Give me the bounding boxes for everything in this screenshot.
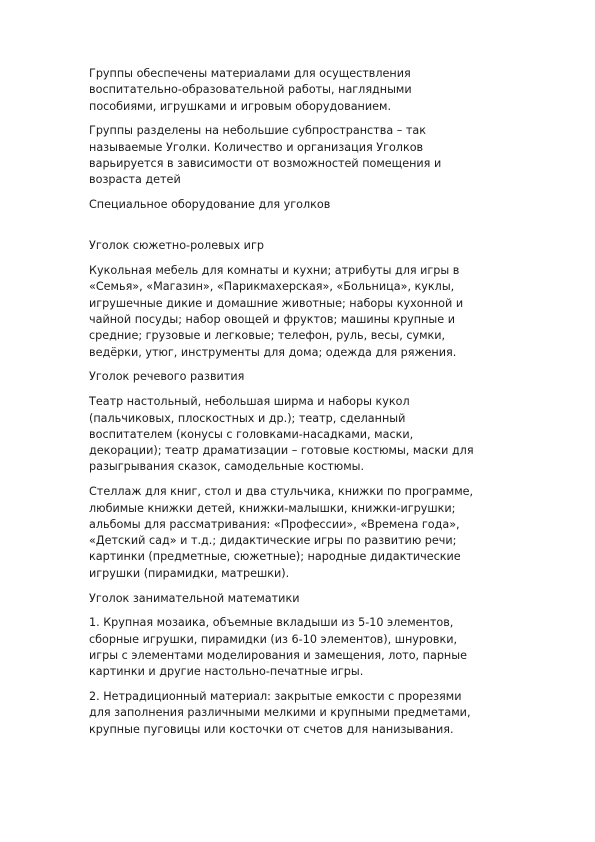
text-line: варьируется в зависимости от возможностей помещения и [89,156,442,170]
text-line: средние; грузовые и легковые; телефон, руль, весы, сумки, [89,329,446,343]
text-line: Уголок сюжетно-ролевых игр [89,239,264,253]
text-line: Кукольная мебель для комнаты и кухни; атрибуты для игры в [89,264,460,278]
heading-role-play-corner [89,238,509,254]
text-line: альбомы для рассматривания: «Профессии», «Времена года», [89,517,460,531]
text-line: воспитательно-образовательной работы, наглядными [89,83,412,97]
text-line: Специальное оборудование для уголков [89,198,331,212]
heading-speech-corner [89,369,509,385]
text-line: Стеллаж для книг, стол и два стульчика, книжки по программе, [89,485,474,499]
text-line: Группы разделены на небольшие субпространства – так [89,124,427,138]
text-line: называемые Уголки. Количество и организация Уголков [89,140,424,154]
text-line: 2. Нетрадиционный материал: закрытые емкости с прорезями [89,690,462,703]
heading-math-corner [89,591,509,607]
text-line: воспитателем (конусы с головками-насадками, маски, [89,427,414,441]
paragraph-math-items-1 [89,615,509,680]
text-line: игрушечные дикие и домашние животные; наборы кухонной и [89,296,464,310]
paragraph-groups-divided [89,123,509,188]
text-line: чайной посуды; набор овощей и фруктов; машины крупные и [89,313,455,327]
text-line: картинки (предметные, сюжетные); народные дидактические [89,550,461,564]
text-line: «Семья», «Магазин», «Парикмахерская», «Больница», куклы, [89,280,455,294]
text-line: возраста детей [89,173,181,187]
text-line: «Детский сад» и т.д.; дидактические игры по развитию речи; [89,534,457,548]
document-body [89,66,509,746]
text-line: для заполнения различными мелкими и крупными предметами, [89,706,471,720]
text-line: крупные пуговицы или косточки от счетов для нанизывания. [89,722,454,736]
text-line: Уголок речевого развития [89,370,245,384]
text-line: декорации); театр драматизации – готовые костюмы, маски для [89,444,474,458]
text-line: Театр настольный, небольшая ширма и наборы кукол [89,395,410,409]
text-line: 1. Крупная мозаика, объемные вкладыши из 5-10 элементов, [89,616,454,630]
text-line: Группы обеспечены материалами для осуществления [89,67,411,80]
paragraph-theatre-items [89,394,509,475]
heading-special-equipment [89,197,509,213]
text-line: разыгрывания сказок, самодельные костюмы. [89,460,365,474]
text-line: любимые книжки детей, книжки-малышки, книжки-игрушки; [89,501,456,515]
text-line: (пальчиковых, плоскостных и др.); театр, сделанный [89,411,406,425]
text-line: сборные игрушки, пирамидки (из 6-10 элементов), шнуровки, [89,632,458,646]
paragraph-math-items-2 [89,689,509,738]
text-line: пособиями, игрушками и игровым оборудованием. [89,99,392,113]
text-line: игры с элементами моделирования и замещения, лото, парные [89,648,467,662]
text-line: ведёрки, утюг, инструменты для дома; одежда для ряжения. [89,345,457,359]
paragraph-groups-equipped [89,66,509,115]
text-line: Уголок занимательной математики [89,591,300,605]
paragraph-role-play-items [89,263,509,361]
paragraph-book-items [89,484,509,582]
text-line: игрушки (пирамидки, матрешки). [89,566,290,580]
text-line: картинки и другие настольно-печатные игры. [89,665,364,679]
